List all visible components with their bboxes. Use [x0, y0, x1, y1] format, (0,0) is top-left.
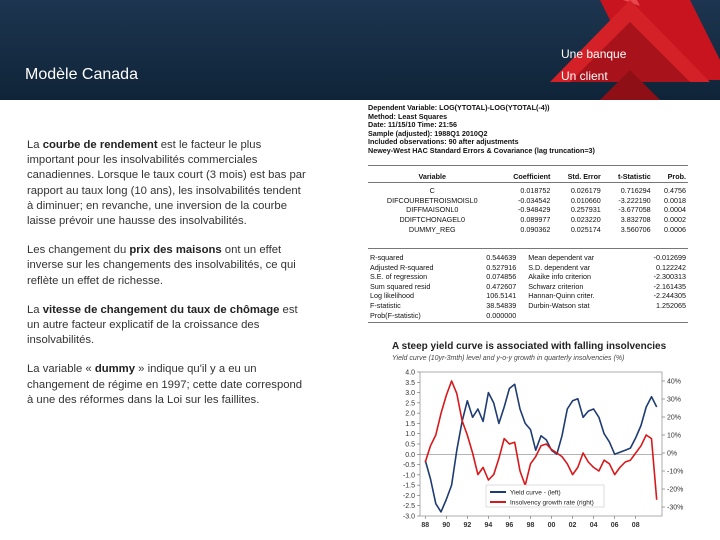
p1-bold: courbe de rendement	[42, 139, 158, 151]
left-tick-label: 2.5	[405, 400, 415, 408]
cell: C	[429, 185, 435, 195]
paragraph-unemployment	[27, 303, 310, 349]
right-tick-label: 30%	[667, 396, 682, 404]
chart-subtitle: Yield curve (10yr-3mth) level and y-o-y growth in quarterly insolvencies (%)	[392, 355, 625, 362]
fit-statistics-table	[368, 253, 688, 320]
p4-pre: La variable «	[27, 363, 95, 376]
tagline-une-banque: Une banque	[561, 47, 627, 61]
x-tick-label: 90	[442, 522, 451, 529]
cell: Akaike info criterion	[528, 272, 591, 282]
cell: -3.222190	[618, 195, 651, 205]
reg-header-0: Dependent Variable: LOG(YTOTAL)-LOG(YTOTAL(-4))	[368, 103, 550, 112]
table-row	[368, 272, 688, 282]
table-row	[368, 263, 688, 273]
reg-header-3: Sample (adjusted): 1988Q1 2010Q2	[368, 128, 488, 138]
cell: Mean dependent var	[528, 253, 595, 262]
paragraph-dummy	[27, 362, 310, 408]
cell: -3.677058	[618, 205, 651, 215]
x-tick-label: 92	[463, 522, 472, 529]
p3-post: est un autre facteur explicatif de la croissance des insolvabilités.	[27, 303, 298, 347]
cell: 0.010660	[570, 195, 601, 205]
reg-header-4: Included observations: 90 after adjustments	[368, 137, 519, 147]
cell: 0.122242	[656, 262, 686, 272]
cell: 0.023220	[570, 215, 601, 225]
legend-label: Insolvency growth rate (right)	[510, 499, 594, 507]
cell: Sum squared resid	[370, 281, 431, 291]
p4-bold: dummy	[94, 363, 136, 376]
rule-bottom	[368, 322, 688, 323]
table-row	[368, 215, 688, 225]
cell: Schwarz criterion	[528, 281, 584, 291]
col-t-statistic: t-Statistic	[617, 172, 651, 181]
cell: 0.000000	[486, 310, 517, 320]
table-header-row	[368, 172, 688, 182]
rule-top	[368, 165, 688, 166]
cell: 0.074856	[486, 272, 517, 282]
right-tick-label: 0%	[667, 450, 678, 458]
cell: 0.257931	[570, 205, 601, 215]
left-tick-label: -2.0	[402, 492, 415, 500]
x-tick-label: 94	[484, 522, 493, 529]
cell: 0.0006	[664, 224, 686, 234]
cell: S.E. of regression	[370, 272, 428, 282]
right-tick-label: -20%	[667, 486, 684, 494]
left-tick-label: 0.5	[405, 441, 415, 449]
reg-header-1: Method: Least Squares	[368, 111, 448, 121]
table-row	[368, 196, 688, 206]
table-row	[368, 225, 688, 235]
p3-bold: vitesse de changement du taux de chômage	[42, 303, 280, 316]
cell: 3.560706	[620, 224, 651, 234]
coefficient-table	[368, 172, 688, 235]
cell: R-squared	[370, 253, 404, 262]
legend-label: Yield curve - (left)	[510, 489, 561, 497]
p2-post: ont un effet inverse sur les changements des insolvabilités, ce qui reflète un effet de richesse.	[27, 244, 296, 287]
left-tick-label: 1.0	[405, 431, 415, 439]
cell: DIFFMAISONL0	[406, 205, 459, 215]
x-tick-label: 06	[610, 522, 619, 529]
paragraph-yield-curve	[27, 138, 310, 229]
cell	[518, 311, 634, 321]
reg-header-5: Newey-West HAC Standard Errors & Covariance (lag truncation=3)	[368, 145, 595, 155]
table-row	[368, 186, 688, 196]
p2-bold: prix des maisons	[129, 244, 222, 257]
left-tick-label: -0.5	[402, 462, 415, 470]
cell: -2.300313	[653, 272, 686, 282]
cell: 0.716294	[620, 185, 651, 195]
cell	[634, 311, 688, 321]
rule-mid	[368, 248, 688, 249]
cell: 0.0004	[664, 205, 686, 215]
col-coefficient: Coefficient	[513, 172, 551, 181]
p3-pre: La	[27, 303, 43, 316]
reg-header-2: Date: 11/15/10 Time: 21:56	[368, 120, 457, 130]
cell: 38.54839	[486, 300, 517, 310]
x-tick-label: 04	[589, 522, 598, 529]
table-row	[368, 311, 688, 321]
explanation-text	[27, 138, 310, 422]
cell: 0.090362	[520, 224, 551, 234]
x-tick-label: 98	[526, 522, 535, 529]
left-tick-label: 2.0	[405, 410, 415, 418]
cell: 0.0002	[664, 215, 686, 225]
regression-output	[368, 104, 688, 326]
left-tick-label: -1.0	[402, 472, 415, 480]
chart-title: A steep yield curve is associated with falling insolvencies	[392, 341, 667, 352]
cell: Prob(F-statistic)	[370, 310, 421, 320]
table-row	[368, 253, 688, 263]
page-title: Modèle Canada	[25, 66, 138, 83]
left-tick-label: 4.0	[405, 369, 415, 377]
table-row	[368, 205, 688, 215]
left-tick-label: -1.5	[402, 482, 415, 490]
left-tick-label: -2.5	[402, 503, 415, 511]
table-row	[368, 301, 688, 311]
cell: Log likelihood	[370, 291, 414, 301]
cell: 0.089977	[520, 215, 551, 225]
col-std-error: Std. Error	[567, 172, 601, 181]
cell: 1.252065	[656, 300, 686, 310]
cell: DIFCOURBETROISMOISL0	[386, 195, 478, 205]
x-tick-label: 08	[631, 522, 640, 529]
left-tick-label: 3.5	[405, 379, 415, 387]
cell: -2.161435	[653, 281, 686, 291]
cell: -0.034542	[517, 195, 551, 205]
cell: 0.0018	[664, 195, 686, 205]
cell: 0.4756	[664, 185, 686, 195]
col-variable: Variable	[418, 172, 447, 181]
cell: 0.472607	[486, 281, 517, 291]
cell: 0.544639	[486, 253, 517, 262]
x-tick-label: 96	[505, 522, 514, 529]
right-tick-label: -30%	[667, 504, 684, 512]
cell: -0.948429	[517, 205, 551, 215]
table-row	[368, 282, 688, 292]
left-tick-label: -3.0	[402, 513, 415, 521]
right-tick-label: 40%	[667, 378, 682, 386]
x-tick-label: 88	[421, 522, 430, 529]
tagline-un-client: Un client	[561, 69, 608, 83]
cell: DDIFTCHONAGEL0	[399, 215, 465, 225]
cell: F-statistic	[370, 300, 401, 310]
right-tick-label: 10%	[667, 432, 682, 440]
cell: 0.025174	[570, 224, 601, 234]
col-prob: Prob.	[667, 172, 686, 181]
cell: 106.5141	[486, 291, 517, 301]
cell: -0.012699	[653, 253, 686, 262]
p1-post: est le facteur le plus important pour les insolvabilités commerciales canadiennes. Lorsque le taux court (3 mois) est bas par rapport au taux long (10 ans), les insolvabilités tendent à diminuer; en revanche, une inversion de la courbe laisse prévoir une hausse des insolvabilités.	[27, 139, 306, 228]
cell: DUMMY_REG	[408, 224, 456, 234]
cell: 0.527916	[486, 262, 517, 272]
cell: S.D. dependent var	[528, 262, 591, 272]
cell: Durbin-Watson stat	[528, 300, 590, 310]
cell: -2.244305	[653, 291, 686, 301]
x-tick-label: 00	[547, 522, 556, 529]
right-tick-label: 20%	[667, 414, 682, 422]
left-tick-label: 0.0	[405, 451, 415, 459]
cell: 0.026179	[570, 185, 601, 195]
yield-insolvency-chart	[368, 364, 698, 540]
p1-pre: La	[27, 139, 43, 151]
cell: Hannan-Quinn criter.	[528, 291, 595, 301]
table-row	[368, 291, 688, 301]
p4-post: » indique qu'il y a eu un changement de régime en 1997; cette date correspond à une des réformes dans la Loi sur les faillites.	[27, 363, 303, 406]
p2-pre: Les changement du	[27, 244, 130, 257]
right-tick-label: -10%	[667, 468, 684, 476]
cell: 3.832708	[620, 215, 651, 225]
cell: Adjusted R-squared	[370, 262, 434, 272]
left-tick-label: 1.5	[405, 420, 415, 428]
paragraph-house-prices	[27, 243, 310, 289]
cell: 0.018752	[520, 185, 551, 195]
left-tick-label: 3.0	[405, 390, 415, 398]
x-tick-label: 02	[568, 522, 577, 529]
